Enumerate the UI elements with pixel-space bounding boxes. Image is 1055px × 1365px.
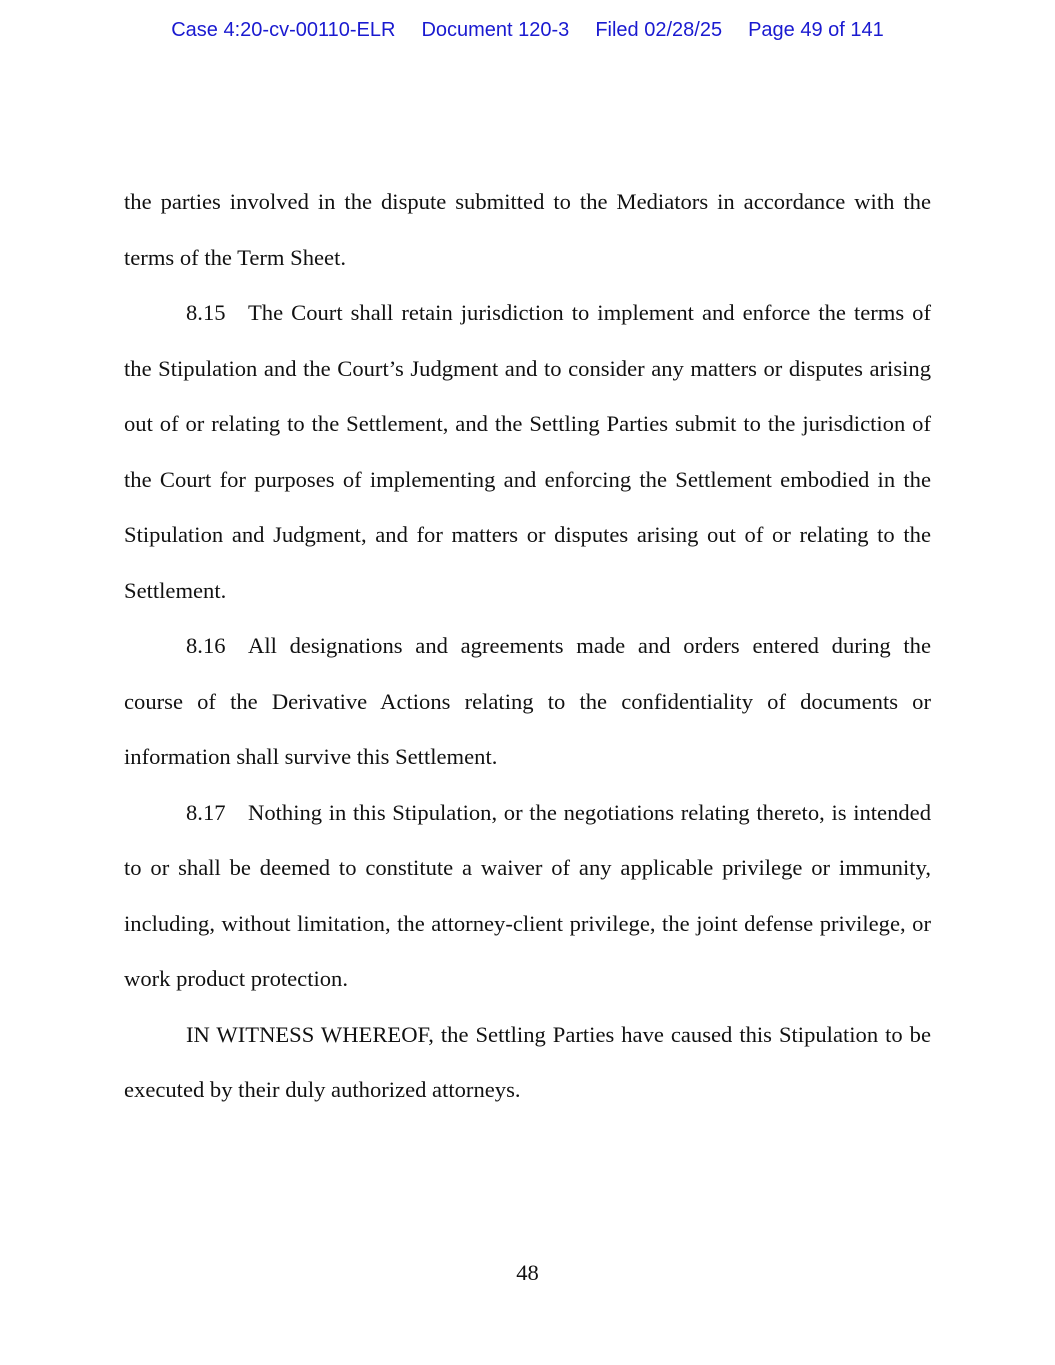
paragraph-8-15	[124, 285, 931, 618]
section-number: 8.15	[186, 300, 226, 325]
witness-clause: IN WITNESS WHEREOF, the Settling Parties have caused this Stipulation to be executed by their duly authorized attorneys.	[124, 1021, 931, 1102]
document-number: Document 120-3	[421, 19, 570, 41]
section-number: 8.17	[186, 799, 226, 825]
case-number: Case 4:20-cv-00110-ELR	[171, 19, 396, 41]
header-page-count: Page 49 of 141	[748, 19, 884, 41]
filing-header	[0, 19, 1055, 42]
paragraph-text: The Court shall retain jurisdiction to implement and enforce the terms of the Stipulation and the Court’s Judgment and to consider any matters or disputes arising out of or relating to the Settlement, and the Settling Parties submit to the jurisdiction of the Court for purposes of implementing and enforcing the Settlement embodied in the Stipulation and Judgment, and for matters or disputes arising out of or relating to the Settlement.	[124, 300, 931, 603]
paragraph-text: All designations and agreements made and orders entered during the course of the Derivative Actions relating to the confidentiality of documents or information shall survive this Settlement.	[124, 633, 931, 769]
section-number: 8.16	[186, 633, 226, 658]
page-number: 48	[516, 1260, 539, 1285]
paragraph-8-16	[124, 618, 931, 785]
paragraph-continuation: the parties involved in the dispute submitted to the Mediators in accordance with the terms of the Term Sheet.	[124, 189, 931, 270]
paragraph-text: Nothing in this Stipulation, or the negotiations relating thereto, is intended to or shall be deemed to constitute a waiver of any applicable privilege or immunity, including, without limitation, the attorney-client privilege, the joint defense privilege, or work product protection.	[124, 799, 931, 991]
paragraph-8-17	[124, 785, 931, 1007]
filed-date: Filed 02/28/25	[595, 19, 723, 41]
document-body	[124, 174, 931, 1118]
